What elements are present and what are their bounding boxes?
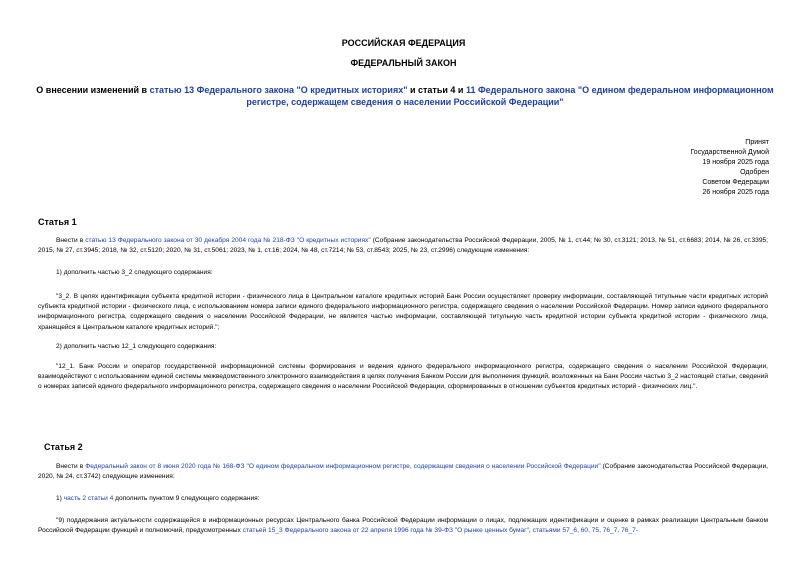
article-1-intro [38,236,768,256]
adoption-block [609,138,769,198]
subject-text-1: О внесении изменений в [36,85,150,95]
law-subject-title [34,84,776,108]
article-1-quote-2: "12_1. Банк России и оператор государственной информационной системы формирования и ведения единого федерального информационного регистра, содержащего сведения о населении Российской Федерации, взаимодействуют с использованием единой системы межведомственного электронного взаимодействия в целях получения Банком России для выполнения функций, возложенных на Банк России частью 3_2 настоящей статьи, сведений о номерах записей единого федерального информационного регистра, содержащего сведения о населении Российской Федерации, сформированных в отношении субъектов кредитных историй - физических лиц.". [38,363,768,391]
subject-link-registry-law[interactable]: 11 Федерального закона "О едином федеральном информационном регистре, содержащем сведения о населении Российской Федерации" [246,85,774,107]
article-1-item-2: 2) дополнить частью 12_1 следующего содержания: [56,343,217,350]
article-1-intro-link[interactable]: статью 13 Федерального закона от 30 декабря 2004 года № 218-ФЗ "О кредитных историях" [85,237,371,244]
article-1-quote-1: "3_2. В целях идентификации субъекта кредитной истории - физического лица в Центральном каталоге кредитных историй Банк России осуществляет проверку информации, составляющей титульные части кредитных историй субъекта кредитной истории - физического лица, с использованием номера записи единого федерального информационного регистра, содержащего сведения о населении Российской Федерации. Номер записи единого федерального информационного регистра, содержащего сведения о населении Российской Федерации, не является частью информации, составляющей титульную часть кредитной истории субъекта кредитной истории - физического лица, хранящейся в Центральном каталоге кредитных историй."; [38,293,768,331]
article-2-intro-text: Внести в [56,463,86,470]
country-heading: РОССИЙСКАЯ ФЕДЕРАЦИЯ [341,38,466,48]
adoption-line: Принят [745,139,769,146]
article-1-intro-text-2: (Собрание законодательства Российской Федерации, 2005, № 1, ст.44; № 30, ст.3121; 2013, № 51, ст.6683; 2014, № 26, ст.3395; 2015, № 27, ст.3945; 2018, № 32, ст.5120; 2020, № 31, ст.5061; 2023, № 1, ст.16; 2024, № 48, ст.7214; № 53, ст.8543; 2025, № 23, ст.2996) следующие изменения: [38,237,769,255]
article-1-intro-text: Внести в [56,237,86,244]
adoption-line: Одобрен [740,169,769,176]
article-2-quote-1 [38,516,768,536]
article-2-intro [38,462,768,482]
article-2-title: Статья 2 [44,442,83,452]
article-2-intro-text-2: (Собрание законодательства Российской Федерации, 2020, № 24, ст.3742) следующие изменения: [38,463,769,481]
article-2-quote-1-link-2[interactable]: статьями 57_6, 60, 75, 76_7, 76_7- [532,527,638,535]
subject-link-article-13[interactable]: статью 13 Федерального закона "О кредитных историях" [149,85,408,95]
adoption-line: 26 ноября 2025 года [702,189,769,196]
subject-text-2: и статьи 4 и [407,85,466,95]
article-1-title: Статья 1 [38,217,77,227]
article-2-quote-1-link[interactable]: статьей 15_3 Федерального закона от 22 апреля 1996 года № 39-ФЗ "О рынке ценных бумаг" [242,527,529,535]
article-2-intro-link[interactable]: Федеральный закон от 8 июня 2020 года № 168-ФЗ "О едином федеральном информационном регистре, содержащем сведения о населении Российской Федерации" [85,463,601,470]
adoption-line: Советом Федерации [702,179,769,186]
article-2-quote-1-text-2: , [528,527,533,535]
adoption-line: Государственной Думой [690,149,769,156]
article-2-quote-1-text: "9) поддержания актуальности содержащейся в информационных ресурсах Центрального банка Российской Федерации информации о лицах, подлежащих идентификации и оценке в рамках реализации Центральным банком Российской Федерации функций и полномочий, предусмотренных [38,517,768,535]
law-type-heading: ФЕДЕРАЛЬНЫЙ ЗАКОН [350,58,457,68]
adoption-line: 19 ноября 2025 года [702,159,769,166]
article-2-item-1-text-2: дополнить пунктом 9 следующего содержания: [113,495,260,502]
article-1-item-1: 1) дополнить частью 3_2 следующего содержания: [56,269,213,276]
article-2-item-1 [38,494,768,504]
article-2-item-1-text: 1) [56,495,64,502]
article-2-item-1-link[interactable]: часть 2 статьи 4 [63,495,114,502]
